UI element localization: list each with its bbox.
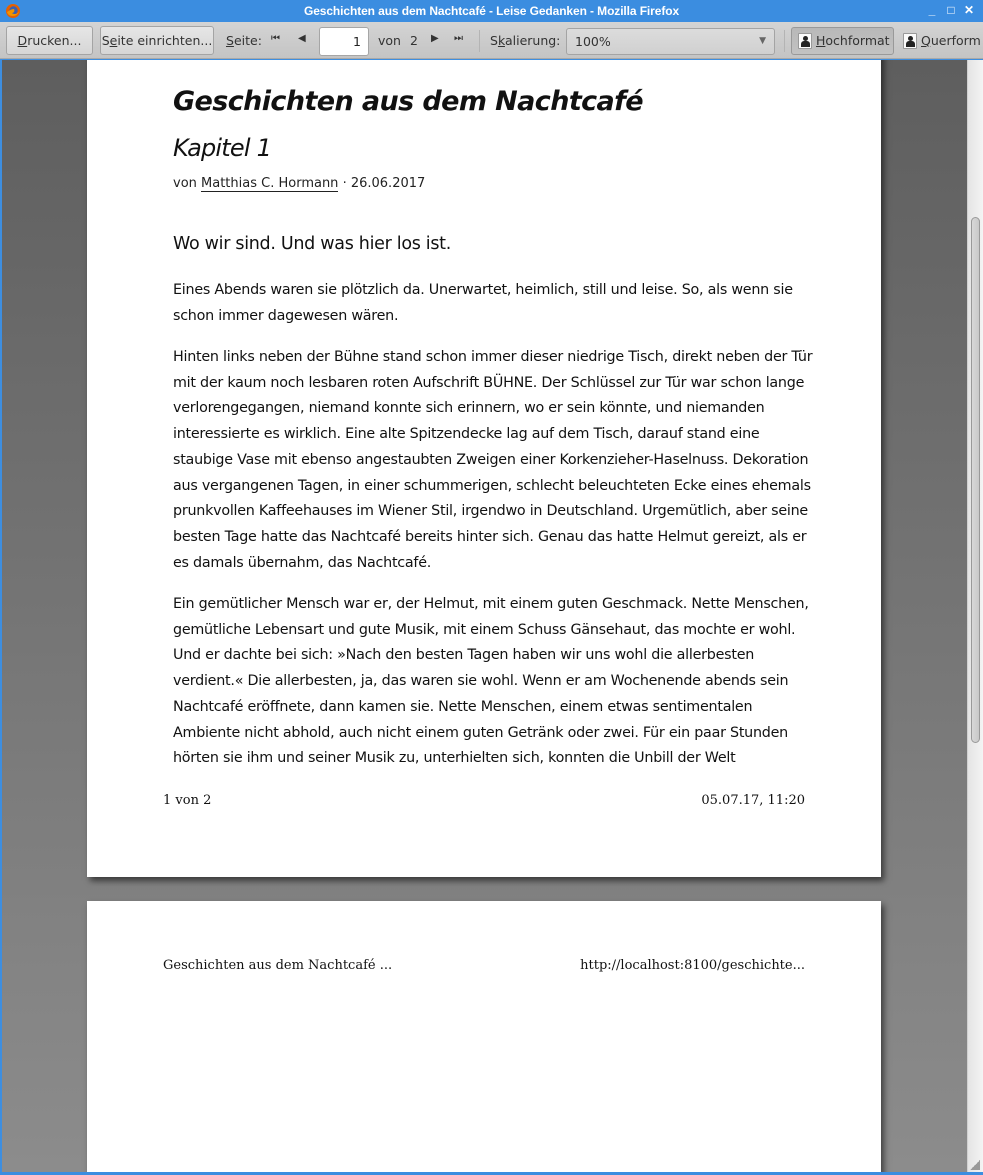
print-preview-toolbar xyxy=(0,22,983,59)
page-setup-label: ite einrichten... xyxy=(117,33,213,48)
portrait-button[interactable] xyxy=(791,27,894,55)
print-button[interactable] xyxy=(6,26,93,55)
vertical-scrollbar[interactable] xyxy=(967,60,983,1172)
scale-label-mnemonic: k xyxy=(497,33,505,48)
page-header-url: http://localhost:8100/geschichte... xyxy=(580,958,805,973)
previous-page-icon[interactable]: ◀ xyxy=(298,33,304,44)
publish-date: · 26.06.2017 xyxy=(342,176,426,191)
page-label-mnemonic: S xyxy=(226,33,234,48)
paragraph: Eines Abends waren sie plötzlich da. Unerwartet, heimlich, still und leise. So, als wenn sie schon immer dagewesen wären. xyxy=(173,282,793,324)
page-header-title: Geschichten aus dem Nachtcafé ... xyxy=(163,958,393,973)
portrait-label: ochformat xyxy=(825,33,890,48)
byline xyxy=(173,176,425,191)
page-label xyxy=(226,33,262,48)
last-page-icon[interactable]: ⏭ xyxy=(454,33,461,44)
page-setup-label-pre: S xyxy=(101,33,110,48)
close-button[interactable]: ✕ xyxy=(963,3,975,17)
minimize-button[interactable]: _ xyxy=(928,3,936,17)
page-setup-label-mnemonic: e xyxy=(109,33,118,48)
document-title: Geschichten aus dem Nachtcafé xyxy=(173,86,644,117)
of-label: von xyxy=(378,33,401,48)
paragraph: Hinten links neben der Bühne stand schon immer dieser niedrige Tisch, direkt neben der Tür mit der kaum noch lesbaren roten Aufschrift BÜHNE. Der Schlüssel zur Tür war schon lange verlorengegangen, niemand konnte sich erinnern, wo er sein könnte, und niemanden interessierte es wirklich. Eine alte Spitzendecke lag auf dem Tisch, darauf stand eine staubige Vase mit ebenso angestaubten Zweigen einer Korkenzieher-Haselnuss. Dekoration aus vergangenen Tagen, in einer schummerigen, schlecht beleuchteten Ecke eines ehemals prunkvollen Kaffeehauses im Wiener Stil, irgendwo in Deutschland. Urgemütlich, aber seine besten Tage hatte das Nachtcafé bereits hinter sich. Genau das hatte Helmut gereizt, als er es damals übernahm, das Nachtcafé. xyxy=(173,349,813,571)
landscape-button[interactable] xyxy=(896,27,983,55)
first-page-icon[interactable]: ⏮ xyxy=(271,33,278,44)
maximize-button[interactable]: □ xyxy=(947,3,955,17)
scrollbar-thumb[interactable] xyxy=(971,217,980,743)
landscape-icon xyxy=(903,33,917,49)
print-datetime: 05.07.17, 11:20 xyxy=(701,793,805,808)
toolbar-separator xyxy=(784,30,785,52)
portrait-icon xyxy=(798,33,812,49)
window-titlebar xyxy=(0,0,983,22)
scale-label xyxy=(490,33,560,48)
resize-grip-icon[interactable] xyxy=(970,1160,980,1170)
paragraph: Ein gemütlicher Mensch war er, der Helmut, mit einem guten Geschmack. Nette Menschen, gemütliche Lebensart und gute Musik, mit einem Schuss Gänsehaut, das mochte er wohl. Und er dachte bei sich: »Nach den besten Tagen haben wir uns wohl die allerbesten verdient.« Die allerbesten, ja, das waren sie wohl. Wenn er am Wochenende abends sein Nachtcafé eröffnete, dann kamen sie. Nette Menschen, einem etwas sentimentalen Ambiente nicht abhold, auch nicht einem guten Getränk oder zwei. Für ein paar Stunden hörten sie ihm und seiner Musik zu, unterhielten sich, konnten die Unbill der Welt xyxy=(173,596,809,767)
scale-value: 100% xyxy=(575,34,611,49)
chevron-down-icon: ▼ xyxy=(759,36,766,46)
byline-prefix: von xyxy=(173,176,197,191)
page-number-input[interactable]: 1 xyxy=(319,27,369,56)
page-label-text: eite: xyxy=(233,33,262,48)
author-link[interactable]: Matthias C. Hormann xyxy=(201,176,339,191)
total-pages: 2 xyxy=(410,33,418,48)
page-setup-button[interactable] xyxy=(100,26,214,55)
print-preview-area[interactable] xyxy=(2,60,967,1172)
landscape-mnemonic: Q xyxy=(921,33,931,48)
landscape-label: uerform xyxy=(930,33,981,48)
next-page-icon[interactable]: ▶ xyxy=(431,33,437,44)
scale-label-text: alierung: xyxy=(504,33,561,48)
scale-dropdown[interactable] xyxy=(566,28,775,55)
print-label: rucken... xyxy=(27,33,82,48)
preview-page-2 xyxy=(87,901,881,1172)
portrait-mnemonic: H xyxy=(816,33,826,48)
print-label-mnemonic: D xyxy=(17,33,28,48)
section-heading: Wo wir sind. Und was hier los ist. xyxy=(173,234,452,254)
document-subtitle: Kapitel 1 xyxy=(173,134,272,162)
toolbar-separator xyxy=(479,30,480,52)
window-title: Geschichten aus dem Nachtcafé - Leise Gedanken - Mozilla Firefox xyxy=(303,4,680,18)
preview-page-1 xyxy=(87,60,881,877)
page-counter: 1 von 2 xyxy=(163,793,212,808)
scale-label-pre: S xyxy=(490,33,498,48)
